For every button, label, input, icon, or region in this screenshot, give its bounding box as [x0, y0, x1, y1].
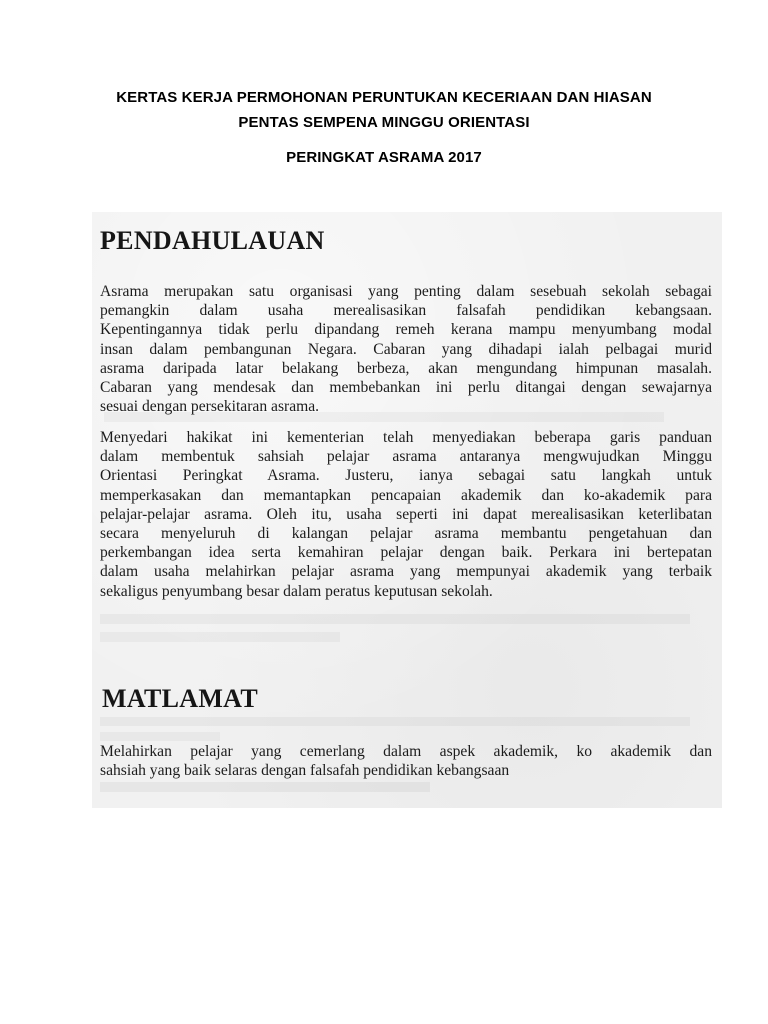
text-line: memperkasakan dan memantapkan pencapaian akademik dan ko-akademik para — [100, 486, 712, 504]
bleed-through-mark — [100, 782, 430, 792]
bleed-through-mark — [100, 632, 340, 642]
matlamat-paragraph — [100, 742, 712, 780]
pendahuluan-paragraph-2 — [100, 428, 712, 601]
text-line: Kepentingannya tidak perlu dipandang remeh kerana mampu menyumbang modal — [100, 321, 712, 339]
bleed-through-mark — [100, 717, 690, 726]
text-line: Menyedari hakikat ini kementerian telah menyediakan beberapa garis panduan — [100, 429, 712, 446]
text-line: sesuai dengan persekitaran asrama. — [100, 398, 320, 416]
text-line: Asrama merupakan satu organisasi yang penting dalam sesebuah sekolah sebagai — [100, 283, 712, 300]
text-line: dalam membentuk sahsiah pelajar asrama antaranya mengwujudkan Minggu — [100, 448, 712, 466]
document-title-line-2: PENTAS SEMPENA MINGGU ORIENTASI — [238, 114, 530, 131]
text-line: Cabaran yang mendesak dan membebankan ini perlu ditangai dengan sewajarnya — [100, 378, 712, 396]
pendahuluan-paragraph-1 — [100, 282, 712, 416]
text-line: sahsiah yang baik selaras dengan falsafah pendidikan kebangsaan — [100, 762, 510, 780]
bleed-through-mark — [100, 614, 690, 624]
text-line: asrama daripada latar belakang berbeza, akan mengundang himpunan masalah. — [100, 359, 712, 377]
text-line: pelajar-pelajar asrama. Oleh itu, usaha seperti ini dapat merealisasikan keterlibatan — [100, 505, 712, 523]
text-line: perkembangan idea serta kemahiran pelajar dengan baik. Perkara ini bertepatan — [100, 544, 712, 562]
scanned-page-region — [92, 212, 722, 808]
text-line: dalam usaha melahirkan pelajar asrama yang mempunyai akademik yang terbaik — [100, 563, 712, 581]
text-line: sekaligus penyumbang besar dalam peratus keputusan sekolah. — [100, 582, 493, 600]
section-heading-pendahuluan: PENDAHULAUAN — [100, 226, 325, 255]
text-line: Orientasi Peringkat Asrama. Justeru, ianya sebagai satu langkah untuk — [100, 467, 712, 485]
document-subtitle: PERINGKAT ASRAMA 2017 — [286, 149, 482, 166]
text-line: Melahirkan pelajar yang cemerlang dalam aspek akademik, ko akademik dan — [100, 743, 712, 760]
section-heading-matlamat: MATLAMAT — [102, 684, 258, 713]
text-line: secara menyeluruh di kalangan pelajar asrama membantu pengetahuan dan — [100, 524, 712, 542]
bleed-through-mark — [100, 732, 220, 741]
text-line: pemangkin dalam usaha merealisasikan falsafah pendidikan kebangsaan. — [100, 302, 712, 320]
text-line: insan dalam pembangunan Negara. Cabaran yang dihadapi ialah pelbagai murid — [100, 340, 712, 358]
document-title-line-1: KERTAS KERJA PERMOHONAN PERUNTUKAN KECERIAAN DAN HIASAN — [116, 89, 652, 106]
